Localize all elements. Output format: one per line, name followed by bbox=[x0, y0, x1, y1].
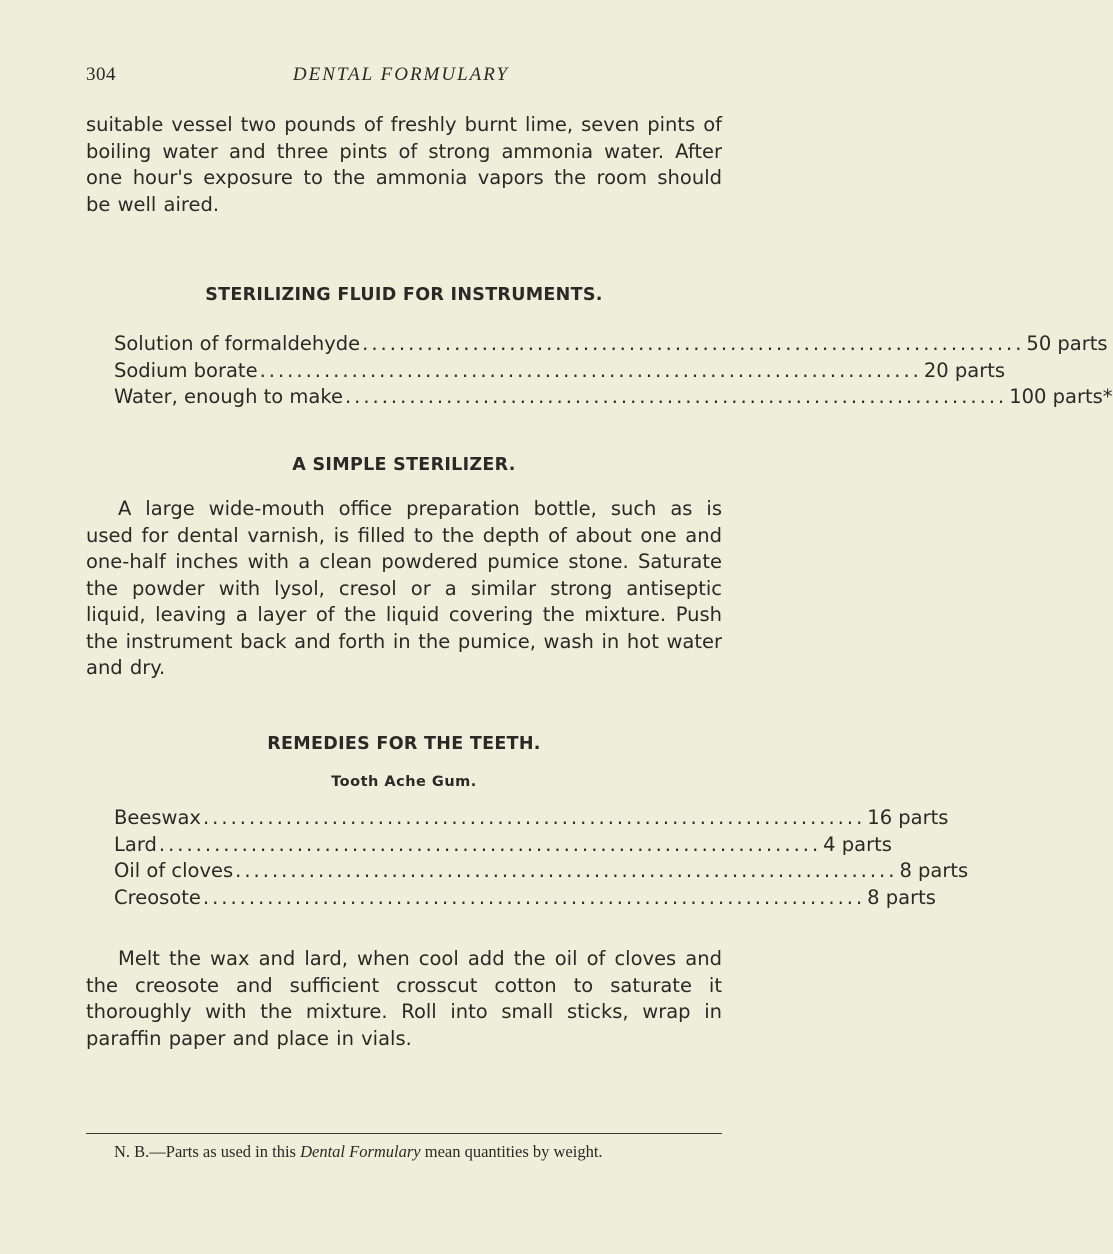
ingredient-row bbox=[114, 806, 949, 833]
ingredient-name: Oil of cloves bbox=[114, 859, 234, 882]
ingredient-row bbox=[114, 332, 1108, 359]
footnote-prefix: N. B.—Parts as used in this bbox=[114, 1142, 301, 1161]
tooth-ache-gum-subheading: Tooth Ache Gum. bbox=[331, 774, 477, 790]
ingredient-quantity: 20 parts bbox=[923, 358, 1006, 382]
leader-dots: ........................................................................ bbox=[259, 358, 922, 382]
ingredient-name: Creosote bbox=[114, 885, 201, 909]
ingredient-row bbox=[114, 385, 1113, 412]
ingredient-name: Solution of formaldehyde bbox=[114, 332, 361, 355]
ingredient-row bbox=[114, 358, 1006, 386]
footnote-italic-title: Dental Formulary bbox=[300, 1142, 421, 1161]
ingredient-quantity: 50 parts bbox=[1026, 332, 1108, 355]
ingredient-quantity: 8 parts bbox=[867, 885, 936, 909]
intro-paragraph: suitable vessel two pounds of freshly burnt lime, seven pints of boiling water and three pints of strong ammonia water. After one hour's exposure to the ammonia vapors the room should be well aired. bbox=[86, 113, 722, 216]
footnote-suffix: mean quantities by weight. bbox=[420, 1142, 603, 1161]
leader-dots: ........................................................................ bbox=[202, 806, 866, 829]
sterilizing-fluid-recipe bbox=[114, 332, 1113, 412]
leader-dots: ........................................................................ bbox=[362, 332, 1025, 355]
remedies-paragraph: Melt the wax and lard, when cool add the oil of cloves and the creosote and sufficient crosscut cotton to saturate it thoroughly with the mixture. Roll into small sticks, wrap in paraffin paper and place in vials. bbox=[86, 947, 722, 1050]
footnote-divider bbox=[86, 1133, 722, 1134]
ingredient-row bbox=[114, 859, 969, 886]
ingredient-row bbox=[114, 885, 936, 913]
ingredient-quantity: 8 parts bbox=[899, 859, 969, 882]
footnote bbox=[86, 1142, 722, 1162]
running-title: DENTAL FORMULARY bbox=[292, 64, 510, 85]
ingredient-name: Sodium borate bbox=[114, 358, 258, 382]
tooth-ache-gum-recipe bbox=[114, 806, 969, 912]
ingredient-name: Water, enough to make bbox=[114, 385, 343, 408]
page-header bbox=[86, 64, 716, 94]
sterilizing-fluid-heading: STERILIZING FLUID FOR INSTRUMENTS. bbox=[205, 285, 603, 305]
leader-dots: ........................................................................ bbox=[202, 885, 866, 909]
simple-sterilizer-paragraph: A large wide-mouth office preparation bottle, such as is used for dental varnish, is filled to the depth of about one and one-half inches with a clean powdered pumice stone. Saturate the powder with lysol, cresol or a similar strong antiseptic liquid, leaving a layer of the liquid covering the mixture. Push the instrument back and forth in the pumice, wash in hot water and dry. bbox=[86, 497, 722, 679]
ingredient-quantity: 16 parts bbox=[867, 806, 949, 829]
ingredient-name: Beeswax bbox=[114, 806, 201, 829]
ingredient-row bbox=[114, 832, 892, 860]
page-number: 304 bbox=[86, 64, 116, 85]
ingredient-name: Lard bbox=[114, 832, 157, 856]
leader-dots: ........................................................................ bbox=[158, 832, 822, 856]
ingredient-quantity: 4 parts bbox=[823, 832, 892, 856]
ingredient-quantity: 100 parts* bbox=[1009, 385, 1113, 408]
remedies-heading: REMEDIES FOR THE TEETH. bbox=[267, 734, 541, 754]
leader-dots: ........................................................................ bbox=[344, 385, 1008, 408]
leader-dots: ........................................................................ bbox=[235, 859, 898, 882]
simple-sterilizer-heading: A SIMPLE STERILIZER. bbox=[292, 455, 516, 475]
